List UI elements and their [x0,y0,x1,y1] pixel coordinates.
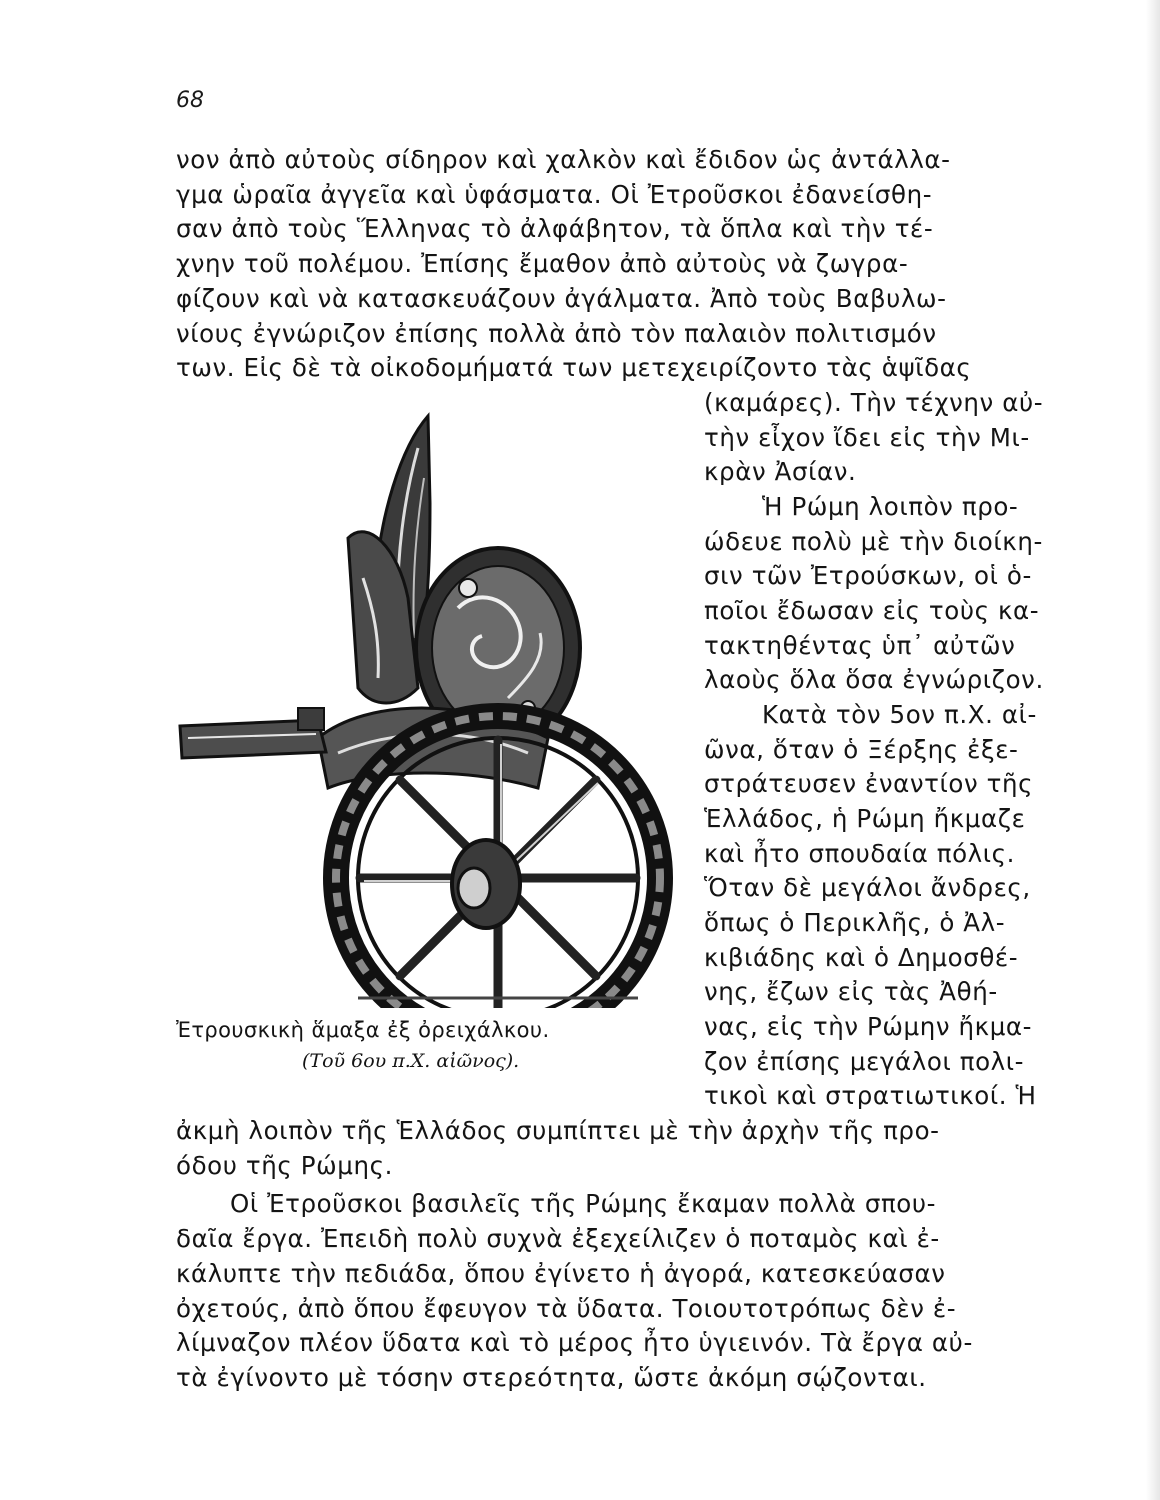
text-line: ὅπως ὁ Περικλῆς, ὁ Ἀλ- [704,908,1006,937]
text-line: των. Εἰς δὲ τὰ οἰκοδομήματά των μετεχειρίζοντο τὰς ἁψῖδας [176,353,972,382]
text-line: ῶνα, ὅταν ὁ Ξέρξης ἐξε- [704,735,1019,764]
text-line: καὶ ἦτο σπουδαία πόλις. [704,839,1016,868]
text-line: ποῖοι ἔδωσαν εἰς τοὺς κα- [704,596,1040,625]
text-line: (καμάρες). Τὴν τέχνην αὐ- [704,388,1044,417]
text-line: νης, ἔζων εἰς τὰς Ἀθή- [704,977,998,1006]
text-line: γμα ὡραῖα ἀγγεῖα καὶ ὑφάσματα. Οἱ Ἐτροῦσκοι ἐδανείσθη- [176,180,933,209]
text-line: φίζουν καὶ νὰ κατασκευάζουν ἀγάλματα. Ἀπὸ τοὺς Βαβυλω- [176,284,947,313]
text-line: τικοὶ καὶ στρατιωτικοί. Ἡ [704,1081,1037,1110]
text-line: Ἑλλάδος, ἡ Ρώμη ἤκμαζε [704,804,1026,833]
text-line: στράτευσεν ἐναντίον τῆς [704,769,1034,798]
text-line: κρὰν Ἀσίαν. [704,457,857,486]
text-line: ὀχετούς, ἀπὸ ὅπου ἔφευγον τὰ ὕδατα. Τοιουτοτρόπως δὲν ἐ- [176,1294,957,1323]
text-line: Ὅταν δὲ μεγάλοι ἄνδρες, [704,873,1031,902]
text-line: νας, εἰς τὴν Ρώμην ἤκμα- [704,1012,1033,1041]
text-line: Οἱ Ἐτροῦσκοι βασιλεῖς τῆς Ρώμης ἔκαμαν πολλὰ σπου- [230,1189,937,1218]
text-line: λίμναζον πλέον ὕδατα καὶ τὸ μέρος ἦτο ὑγιεινόν. Τὰ ἔργα αὐ- [176,1328,973,1357]
text-line: χνην τοῦ πολέμου. Ἐπίσης ἔμαθον ἀπὸ αὐτοὺς νὰ ζωγρα- [176,249,909,278]
text-line: Ἡ Ρώμη λοιπὸν προ- [762,492,1019,521]
text-line: ἀκμὴ λοιπὸν τῆς Ἑλλάδος συμπίπτει μὲ τὴν ἀρχὴν τῆς προ- [176,1116,940,1145]
page-number: 68 [176,88,204,113]
text-line: Κατὰ τὸν 5ον π.Χ. αἰ- [762,700,1037,729]
text-line: κάλυπτε τὴν πεδιάδα, ὅπου ἐγίνετο ἡ ἀγορά, κατεσκεύασαν [176,1259,946,1288]
text-line: λαοὺς ὅλα ὅσα ἐγνώριζον. [704,665,1044,694]
text-line: τακτηθέντας ὑπ᾽ αὐτῶν [704,631,1016,660]
figure-caption-date: (Τοῦ 6ου π.Χ. αἰῶνος). [302,1050,520,1072]
text-line: νίους ἐγνώριζον ἐπίσης πολλὰ ἀπὸ τὸν παλαιὸν πολιτισμόν [176,319,937,348]
text-line: ζον ἐπίσης μεγάλοι πολι- [704,1047,1025,1076]
chariot-illustration [168,408,678,1008]
text-line: νον ἀπὸ αὐτοὺς σίδηρον καὶ χαλκὸν καὶ ἔδιδον ὡς ἀντάλλα- [176,145,951,174]
text-line: τὰ ἐγίνοντο μὲ τόσην στερεότητα, ὥστε ἀκόμη σῴζονται. [176,1363,927,1392]
text-line: κιβιάδης καὶ ὁ Δημοσθέ- [704,943,1019,972]
text-line: σιν τῶν Ἐτρούσκων, οἱ ὁ- [704,561,1032,590]
text-line: δαῖα ἔργα. Ἐπειδὴ πολὺ συχνὰ ἐξεχείλιζεν ὁ ποταμὸς καὶ ἐ- [176,1224,940,1253]
figure-caption: Ἐτρουσκικὴ ἅμαξα ἐξ ὀρειχάλκου. [176,1018,550,1042]
text-line: ώδευε πολὺ μὲ τὴν διοίκη- [704,527,1043,556]
text-line: τὴν εἶχον ἴδει εἰς τὴν Μι- [704,423,1030,452]
text-line: σαν ἀπὸ τοὺς Ἕλληνας τὸ ἀλφάβητον, τὰ ὅπλα καὶ τὴν τέ- [176,214,934,243]
text-line: όδου τῆς Ρώμης. [176,1151,393,1180]
page-edge-shadow [1146,0,1160,1500]
